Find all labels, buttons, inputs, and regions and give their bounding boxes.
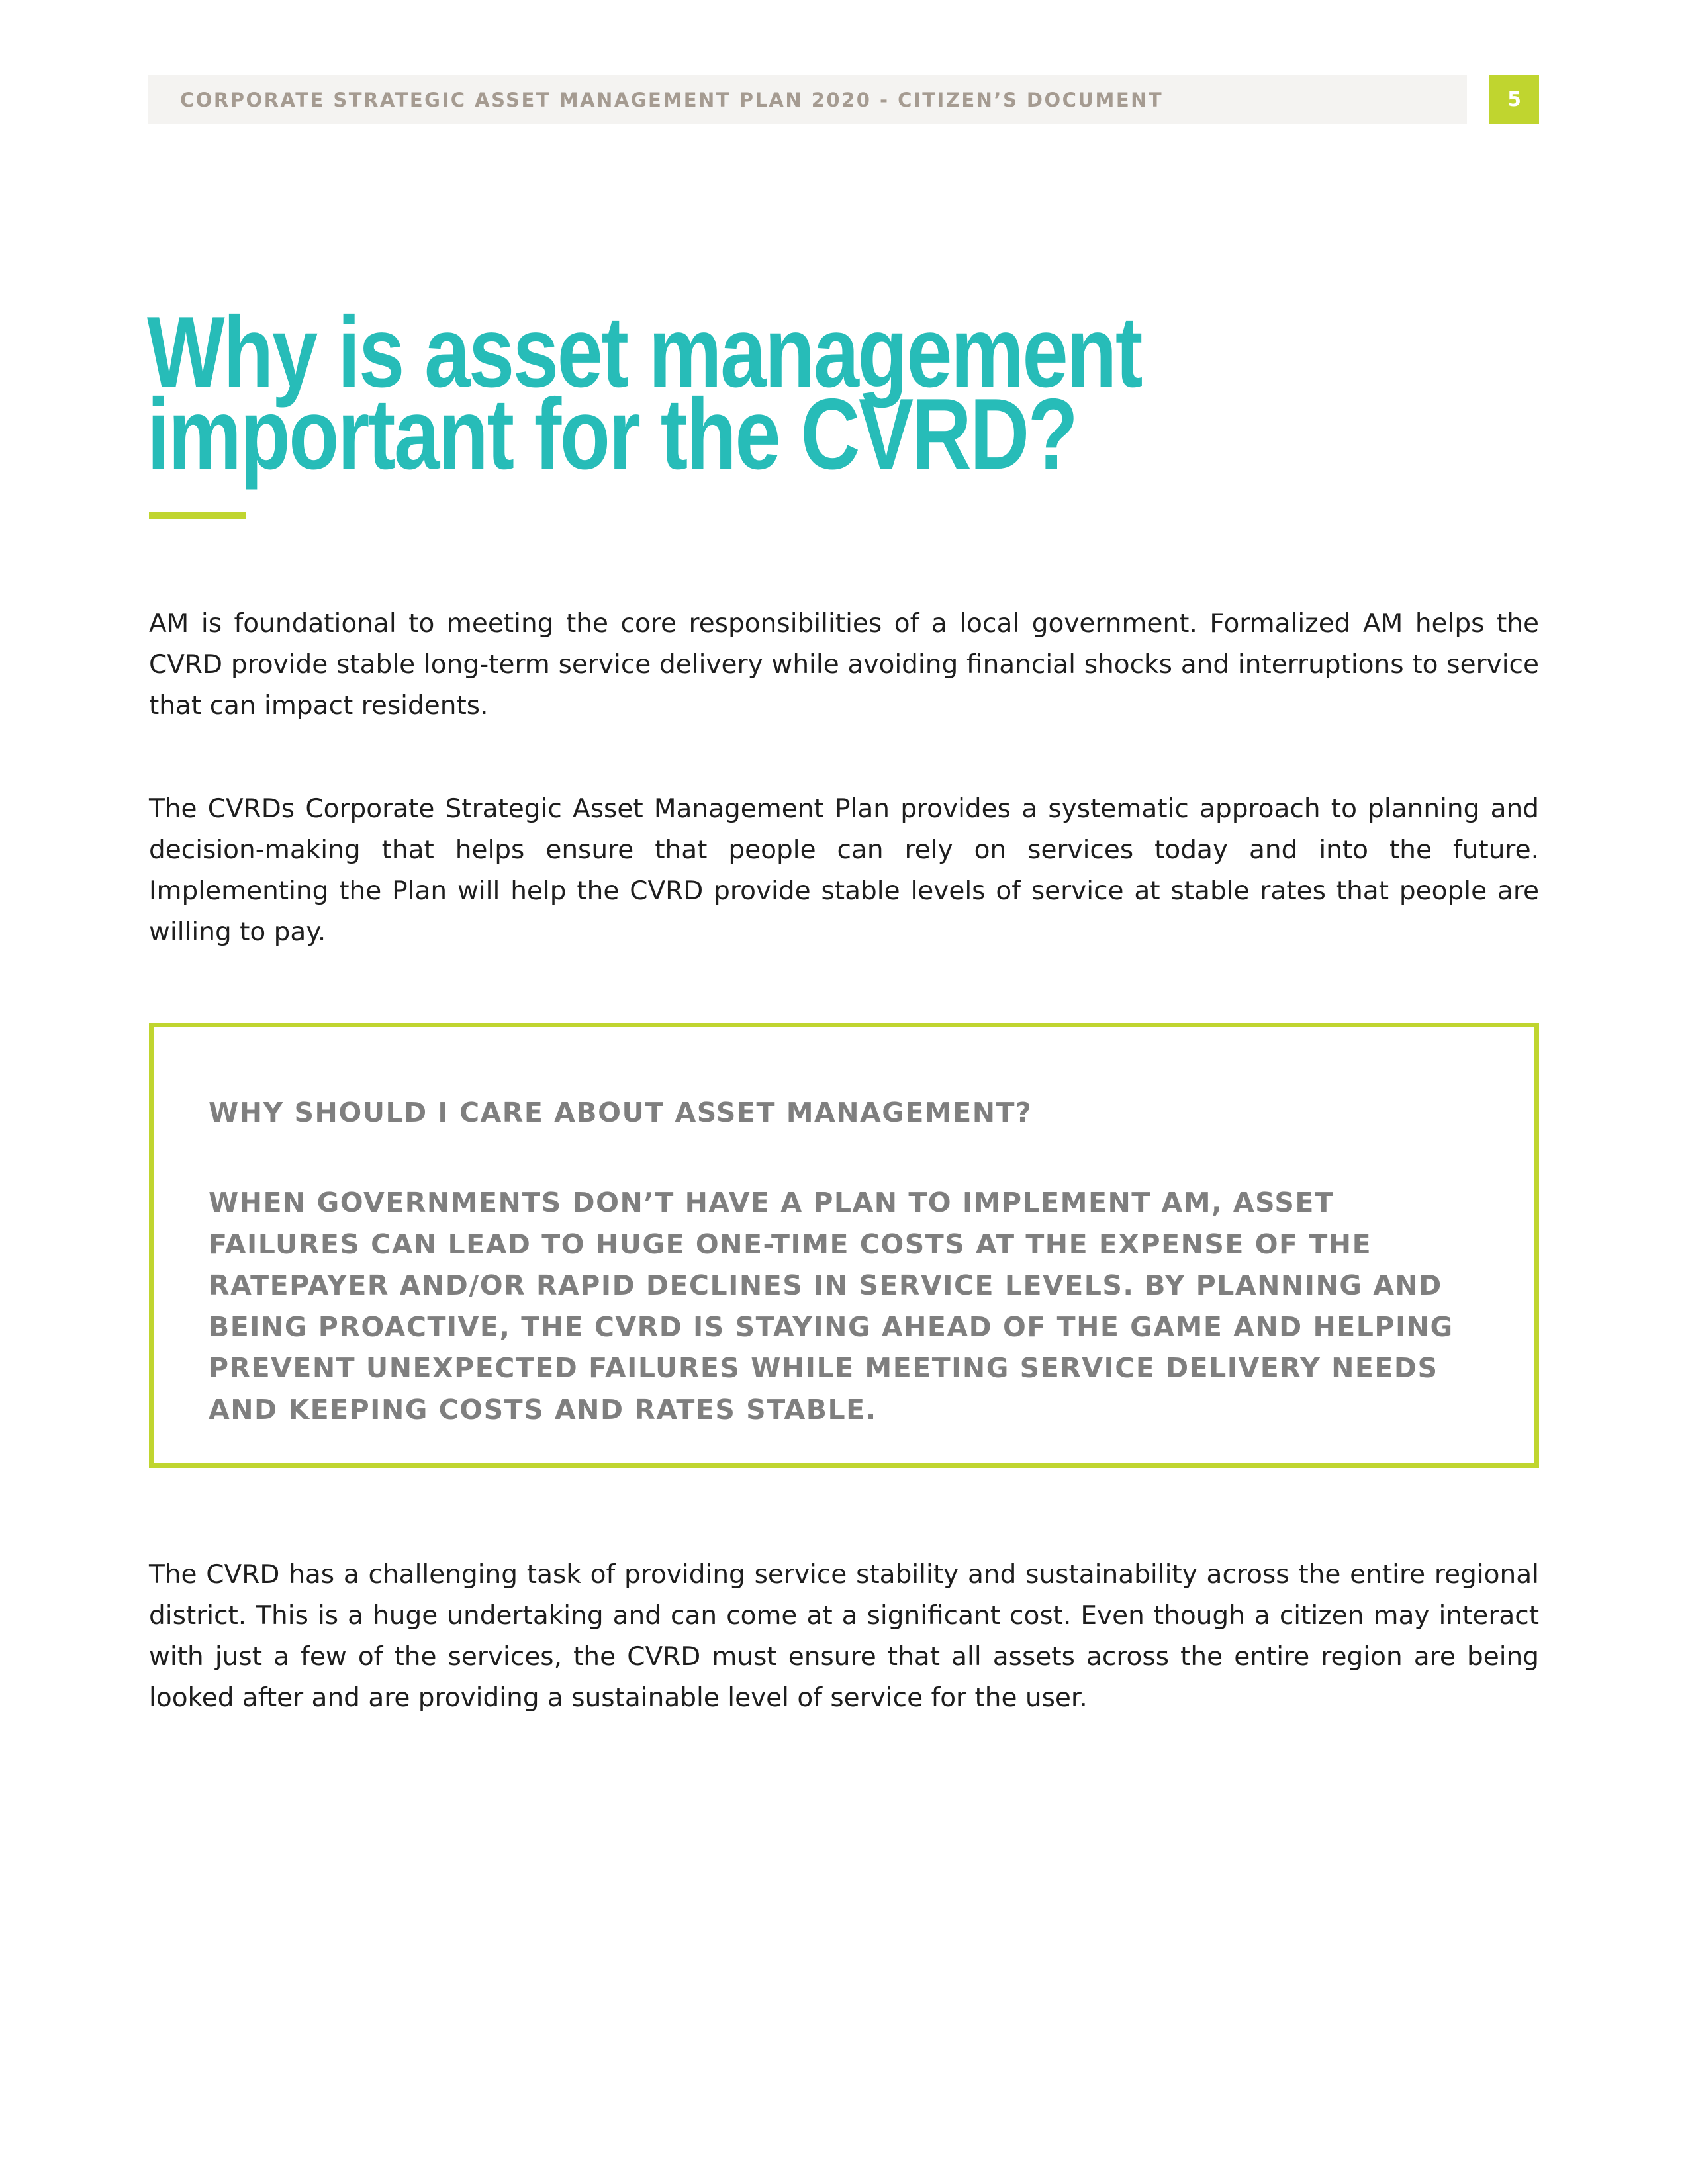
page-title-line-2: important for the CVRD?	[147, 378, 1077, 490]
title-accent-rule	[149, 512, 246, 519]
body-paragraph-3: The CVRD has a challenging task of providing service stability and sustainability across the entire regional district. This is a huge undertaking and can come at a significant cost. Even though a citizen may interact with just a few of the services, the CVRD must ensure that all assets across the entire region are being looked after and are providing a sustainable level of service for the user.	[149, 1560, 1539, 1713]
callout-body: WHEN GOVERNMENTS DON’T HAVE A PLAN TO IMPLEMENT AM, ASSET FAILURES CAN LEAD TO HUGE ONE-TIME COSTS AT THE EXPENSE OF THE RATEPAYER AND/OR RAPID DECLINES IN SERVICE LEVELS. BY PLANNING AND BEING PROACTIVE, THE CVRD IS STAYING AHEAD OF THE GAME AND HELPING PREVENT UNEXPECTED FAILURES WHILE MEETING SERVICE DELIVERY NEEDS AND KEEPING COSTS AND RATES STABLE.	[209, 1187, 1454, 1426]
page-number: 5	[1489, 75, 1539, 124]
callout-box	[149, 1023, 1539, 1468]
page-title-line-1: Why is asset management	[147, 296, 1141, 408]
running-header-title: CORPORATE STRATEGIC ASSET MANAGEMENT PLAN 2020 - CITIZEN’S DOCUMENT	[180, 88, 1164, 111]
running-header	[148, 75, 1467, 124]
body-paragraph-1: AM is foundational to meeting the core responsibilities of a local government. Formalized AM helps the CVRD provide stable long-term service delivery while avoiding financial shocks and interruptions to service that can impact residents.	[149, 609, 1539, 721]
callout-heading: WHY SHOULD I CARE ABOUT ASSET MANAGEMENT?	[209, 1097, 1033, 1128]
page-title	[147, 296, 1287, 490]
body-paragraph-2: The CVRDs Corporate Strategic Asset Management Plan provides a systematic approach to planning and decision-making that helps ensure that people can rely on services today and into the future. Implementing the Plan will help the CVRD provide stable levels of service at stable rates that people are willing to pay.	[149, 794, 1539, 947]
